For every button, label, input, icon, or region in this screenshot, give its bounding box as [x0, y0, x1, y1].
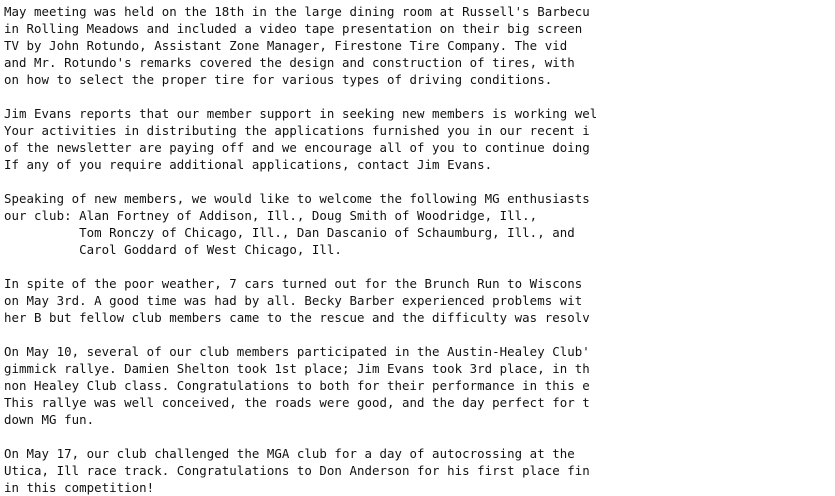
paragraph-gap: [4, 326, 835, 343]
text-line: Carol Goddard of West Chicago, Ill.: [4, 242, 342, 257]
text-line: Tom Ronczy of Chicago, Ill., Dan Dascanio of Schaumburg, Ill., and: [4, 225, 575, 240]
text-line: and Mr. Rotundo's remarks covered the design and construction of tires, with: [4, 55, 575, 70]
paragraph-gap: [4, 173, 835, 190]
paragraph-autocross: [4, 445, 835, 496]
text-line: On May 10, several of our club members participated in the Austin-Healey Club': [4, 344, 590, 359]
paragraph-brunch-run: [4, 275, 835, 326]
text-line: If any of you require additional applications, contact Jim Evans.: [4, 157, 493, 172]
paragraph-gap: [4, 258, 835, 275]
text-line: Speaking of new members, we would like to welcome the following MG enthusiasts: [4, 191, 590, 206]
text-line: down MG fun.: [4, 412, 95, 427]
text-line: our club: Alan Fortney of Addison, Ill., Doug Smith of Woodridge, Ill.,: [4, 208, 538, 223]
paragraph-member-support: [4, 105, 835, 173]
paragraph-new-members: [4, 190, 835, 258]
paragraph-rallye: [4, 343, 835, 428]
text-line: Your activities in distributing the applications furnished you in our recent i: [4, 123, 590, 138]
text-line: on May 3rd. A good time was had by all. Becky Barber experienced problems wit: [4, 293, 583, 308]
paragraph-gap: [4, 88, 835, 105]
text-line: on how to select the proper tire for various types of driving conditions.: [4, 72, 553, 87]
text-line: her B but fellow club members came to the rescue and the difficulty was resolv: [4, 310, 590, 325]
text-line: This rallye was well conceived, the roads were good, and the day perfect for t: [4, 395, 590, 410]
paragraph-gap: [4, 428, 835, 445]
text-line: Jim Evans reports that our member support in seeking new members is working wel: [4, 106, 598, 121]
newsletter-page: [4, 3, 835, 496]
text-line: TV by John Rotundo, Assistant Zone Manager, Firestone Tire Company. The vid: [4, 38, 568, 53]
text-line: non Healey Club class. Congratulations to both for their performance in this e: [4, 378, 590, 393]
text-line: Utica, Ill race track. Congratulations to Don Anderson for his first place fin: [4, 463, 590, 478]
text-line: May meeting was held on the 18th in the large dining room at Russell's Barbecu: [4, 4, 590, 19]
text-line: In spite of the poor weather, 7 cars turned out for the Brunch Run to Wiscons: [4, 276, 583, 291]
text-line: in this competition!: [4, 480, 155, 495]
text-line: gimmick rallye. Damien Shelton took 1st place; Jim Evans took 3rd place, in th: [4, 361, 590, 376]
text-line: of the newsletter are paying off and we encourage all of you to continue doing: [4, 140, 590, 155]
text-line: in Rolling Meadows and included a video tape presentation on their big screen: [4, 21, 583, 36]
text-line: On May 17, our club challenged the MGA club for a day of autocrossing at the: [4, 446, 575, 461]
paragraph-may-meeting: [4, 3, 835, 88]
